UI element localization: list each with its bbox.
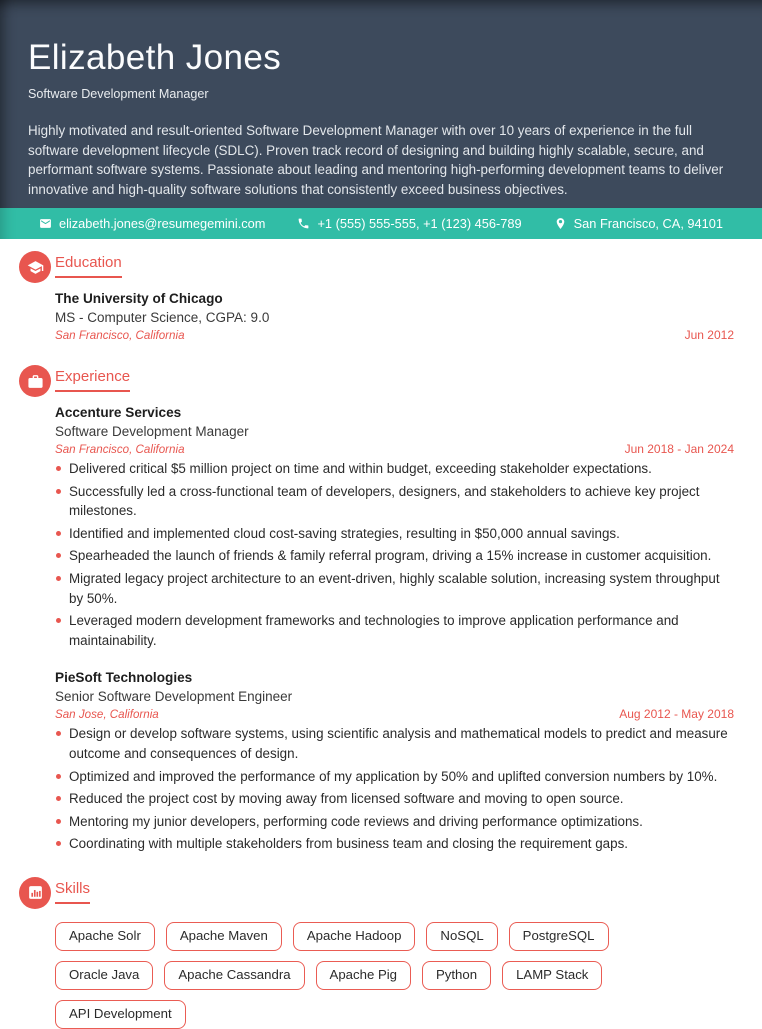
experience-header bbox=[0, 366, 762, 399]
section-experience bbox=[0, 366, 762, 854]
contact-location bbox=[554, 216, 723, 231]
job-dates: Jun 2018 - Jan 2024 bbox=[624, 442, 734, 456]
skills-header bbox=[0, 878, 762, 911]
education-date: Jun 2012 bbox=[684, 328, 734, 342]
degree: MS - Computer Science, CGPA: 9.0 bbox=[55, 310, 270, 325]
job-location: San Jose, California bbox=[55, 708, 159, 722]
bullet-item: Leveraged modern development frameworks and technologies to improve application performance and maintainability. bbox=[55, 611, 734, 650]
bullet-item: Identified and implemented cloud cost-saving strategies, resulting in $50,000 annual savings. bbox=[55, 524, 734, 544]
resume-body bbox=[0, 239, 762, 1029]
bullet-item: Reduced the project cost by moving away from licensed software and moving to open source. bbox=[55, 789, 734, 809]
skill-pill: LAMP Stack bbox=[502, 961, 602, 990]
skill-pill: Apache Pig bbox=[316, 961, 411, 990]
contact-phone bbox=[297, 216, 521, 231]
bullet-item: Optimized and improved the performance of my application by 50% and uplifted conversion numbers by 10%. bbox=[55, 767, 734, 787]
contact-bar bbox=[0, 208, 762, 239]
skill-pill: Apache Hadoop bbox=[293, 922, 416, 951]
contact-location-text: San Francisco, CA, 94101 bbox=[573, 216, 724, 231]
bullet-item: Mentoring my junior developers, performing code reviews and driving performance optimizations. bbox=[55, 812, 734, 832]
job-dates: Aug 2012 - May 2018 bbox=[619, 707, 734, 722]
company-name: PieSoft Technologies bbox=[55, 670, 193, 686]
school-name: The University of Chicago bbox=[55, 291, 223, 306]
skill-pill: PostgreSQL bbox=[509, 922, 609, 951]
briefcase-icon bbox=[19, 365, 51, 397]
skill-pill: Apache Maven bbox=[166, 922, 282, 951]
bullet-item: Successfully led a cross-functional team of developers, designers, and stakeholders to achieve key project milestones. bbox=[55, 482, 734, 521]
job-bullets bbox=[55, 724, 734, 854]
profile-summary: Highly motivated and result-oriented Software Development Manager with over 10 years of experience in the full software development lifecycle (SDLC). Proven track record of designing and building highly scalable, secure, and performant software systems. Passionate about leading and mentoring high-performing development teams to deliver innovative and high-quality software solutions that consistently exceed business objectives. bbox=[28, 123, 724, 197]
job-bullets bbox=[55, 459, 734, 650]
candidate-name: Elizabeth Jones bbox=[28, 38, 282, 77]
skills-heading: Skills bbox=[55, 880, 90, 904]
phone-icon bbox=[297, 217, 310, 230]
job-title: Software Development Manager bbox=[55, 424, 249, 439]
map-pin-icon bbox=[554, 217, 567, 230]
resume-header bbox=[0, 0, 762, 208]
section-skills bbox=[0, 878, 762, 1029]
bullet-item: Migrated legacy project architecture to an event-driven, highly scalable solution, increasing system throughput by 50%. bbox=[55, 569, 734, 608]
job-entry bbox=[55, 405, 734, 650]
skill-pill: NoSQL bbox=[426, 922, 497, 951]
contact-email[interactable] bbox=[39, 216, 265, 231]
job-title: Senior Software Development Engineer bbox=[55, 689, 293, 705]
graduation-cap-icon bbox=[19, 251, 51, 283]
education-header bbox=[0, 252, 762, 285]
contact-phone-text: +1 (555) 555-555, +1 (123) 456-789 bbox=[317, 216, 522, 231]
company-name: Accenture Services bbox=[55, 405, 182, 420]
skill-pill: Python bbox=[422, 961, 491, 990]
bullet-item: Spearheaded the launch of friends & family referral program, driving a 15% increase in customer acquisition. bbox=[55, 546, 734, 566]
skill-pill: Apache Cassandra bbox=[164, 961, 304, 990]
skill-pills bbox=[55, 922, 705, 1029]
skill-pill: Apache Solr bbox=[55, 922, 155, 951]
bullet-item: Design or develop software systems, using scientific analysis and mathematical models to predict and measure outcome and consequences of design. bbox=[55, 724, 734, 763]
bar-chart-icon bbox=[19, 877, 51, 909]
envelope-icon bbox=[39, 217, 52, 230]
section-education bbox=[0, 252, 762, 342]
contact-email-text: elizabeth.jones@resumegemini.com bbox=[58, 216, 266, 231]
job-entry bbox=[55, 670, 734, 854]
candidate-title: Software Development Manager bbox=[28, 87, 209, 101]
education-heading: Education bbox=[55, 254, 122, 278]
experience-heading: Experience bbox=[55, 368, 130, 392]
education-location: San Francisco, California bbox=[55, 329, 185, 342]
skill-pill: Oracle Java bbox=[55, 961, 153, 990]
bullet-item: Delivered critical $5 million project on time and within budget, exceeding stakeholder expectations. bbox=[55, 459, 734, 479]
skill-pill: API Development bbox=[55, 1000, 186, 1029]
job-location: San Francisco, California bbox=[55, 443, 185, 456]
bullet-item: Coordinating with multiple stakeholders from business team and closing the requirement gaps. bbox=[55, 834, 734, 854]
